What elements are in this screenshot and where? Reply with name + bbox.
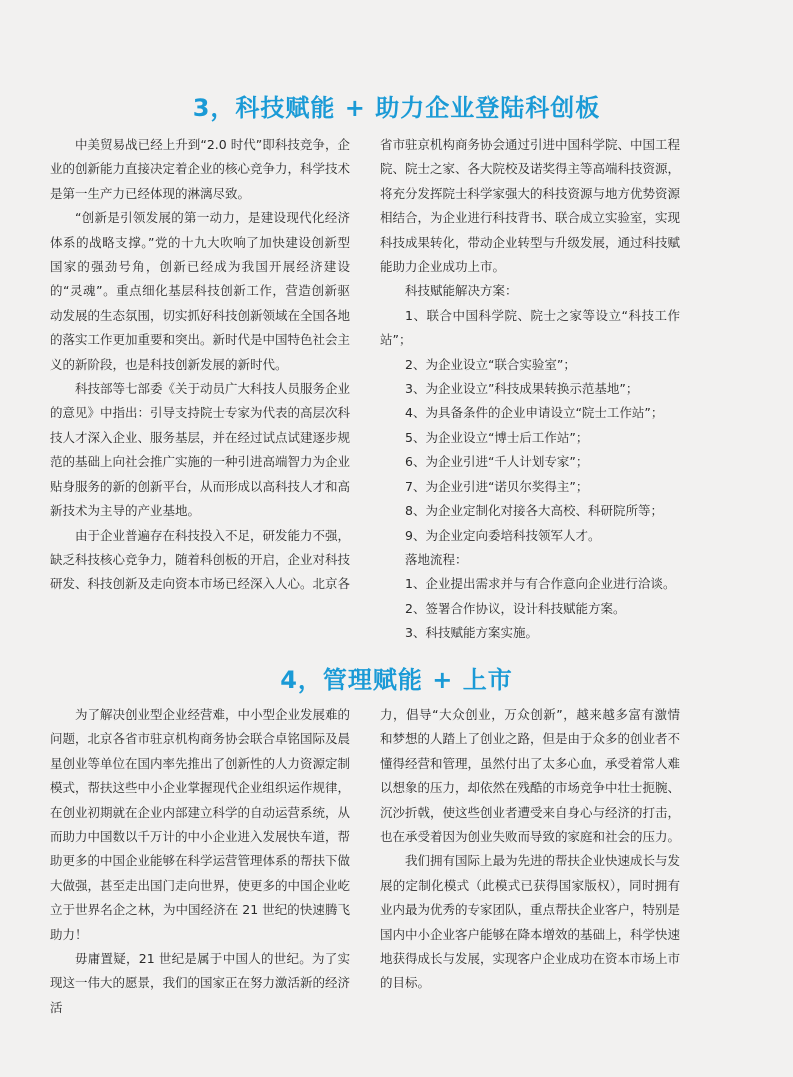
section-4-right-column [380,703,680,996]
solution-item: 2、为企业设立“联合实验室”； [405,356,576,372]
solution-item: 1、联合中国科学院、院士之家等设立“科技工作站”； [380,307,680,348]
section-3-right-column [380,133,680,646]
process-label: 落地流程： [405,551,468,567]
process-item: 1、企业提出需求并与有合作意向企业进行洽谈。 [405,576,676,592]
solution-item: 9、为企业定向委培科技领军人才。 [405,527,601,543]
process-item: 2、签署合作协议，设计科技赋能方案。 [405,600,626,616]
solution-item: 6、为企业引进“千人计划专家”； [405,454,589,470]
solution-item: 8、为企业定制化对接各大高校、科研院所等； [405,503,663,519]
solutions-label: 科技赋能解决方案： [405,283,518,299]
paragraph: 我们拥有国际上最为先进的帮扶企业快速成长与发展的定制化模式（此模式已获得国家版权），同时拥有业内最为优秀的专家团队，重点帮扶企业客户，特别是国内中小企业客户能够在降本增效的基础上，科学快速地获得成长与发展，实现客户企业成功在资本市场上市的目标。 [380,853,681,991]
paragraph: 省市驻京机构商务协会通过引进中国科学院、中国工程院、院士之家、各大院校及诺奖得主等高端科技资源，将充分发挥院士科学家强大的科技资源与地方优势资源相结合，为企业进行科技背书、联合成立实验室，实现科技成果转化，带动企业转型与升级发展，通过科技赋能助力企业成功上市。 [380,137,681,275]
paragraph: 为了解决创业型企业经营难，中小型企业发展难的问题，北京各省市驻京机构商务协会联合卓铭国际及晨星创业等单位在国内率先推出了创新性的人力资源定制模式，帮扶这些中小企业掌握现代企业组织运作规律，在创业初期就在企业内部建立科学的自动运营系统，从而助力中国数以千万计的中小企业进入发展快车道，帮助更多的中国企业能够在科学运营管理体系的帮扶下做大做强，甚至走出国门走向世界，使更多的中国企业屹立于世界名企之林，为中国经济在 21 世纪的快速腾飞助力！ [50,707,351,942]
process-item: 3、科技赋能方案实施。 [405,625,538,641]
paragraph: 由于企业普遍存在科技投入不足，研发能力不强，缺乏科技核心竞争力，随着科创板的开启，企业对科技研发、科技创新及走向资本市场已经深入人心。北京各 [50,527,351,592]
section-4-title: 4，管理赋能 + 上市 [280,666,513,694]
paragraph: “创新是引领发展的第一动力，是建设现代化经济体系的战略支撑。”党的十九大吹响了加快建设创新型国家的强劲号角，创新已经成为我国开展经济建设的“灵魂”。重点细化基层科技创新工作，营造创新驱动发展的生态氛围，切实抓好科技创新领域在全国各地的落实工作更加重要和突出。新时代是中国特色社会主义的新阶段，也是科技创新发展的新时代。 [50,210,351,372]
paragraph: 毋庸置疑，21 世纪是属于中国人的世纪。为了实现这一伟大的愿景，我们的国家正在努力激活新的经济活 [50,951,351,1015]
solution-item: 5、为企业设立“博士后工作站”； [405,429,589,445]
section-3-title: 3，科技赋能 + 助力企业登陆科创板 [192,94,601,122]
paragraph: 力，倡导“大众创业，万众创新”，越来越多富有激情和梦想的人踏上了创业之路，但是由于众多的创业者不懂得经营和管理，虽然付出了太多心血，承受着常人难以想象的压力，却依然在残酷的市场竞争中壮士扼腕、沉沙折戟，使这些创业者遭受来自身心与经济的打击，也在承受着因为创业失败而导致的家庭和社会的压力。 [380,707,681,845]
section-3-left-column [50,133,350,597]
solution-item: 4、为具备条件的企业申请设立“院士工作站”； [405,405,664,421]
section-4-left-column [50,703,350,1020]
solution-item: 3、为企业设立”科技成果转换示范基地”； [405,381,639,397]
paragraph: 中美贸易战已经上升到“2.0 时代”即科技竞争，企业的创新能力直接决定着企业的核心竞争力，科学技术是第一生产力已经体现的淋漓尽致。 [50,137,351,201]
paragraph: 科技部等七部委《关于动员广大科技人员服务企业的意见》中指出：引导支持院士专家为代表的高层次科技人才深入企业、服务基层，并在经过试点试建逐步规范的基础上向社会推广实施的一种引进高端智力为企业贴身服务的新的创新平台，从而形成以高科技人才和高新技术为主导的产业基地。 [50,381,351,519]
solution-item: 7、为企业引进“诺贝尔奖得主”； [405,478,589,494]
